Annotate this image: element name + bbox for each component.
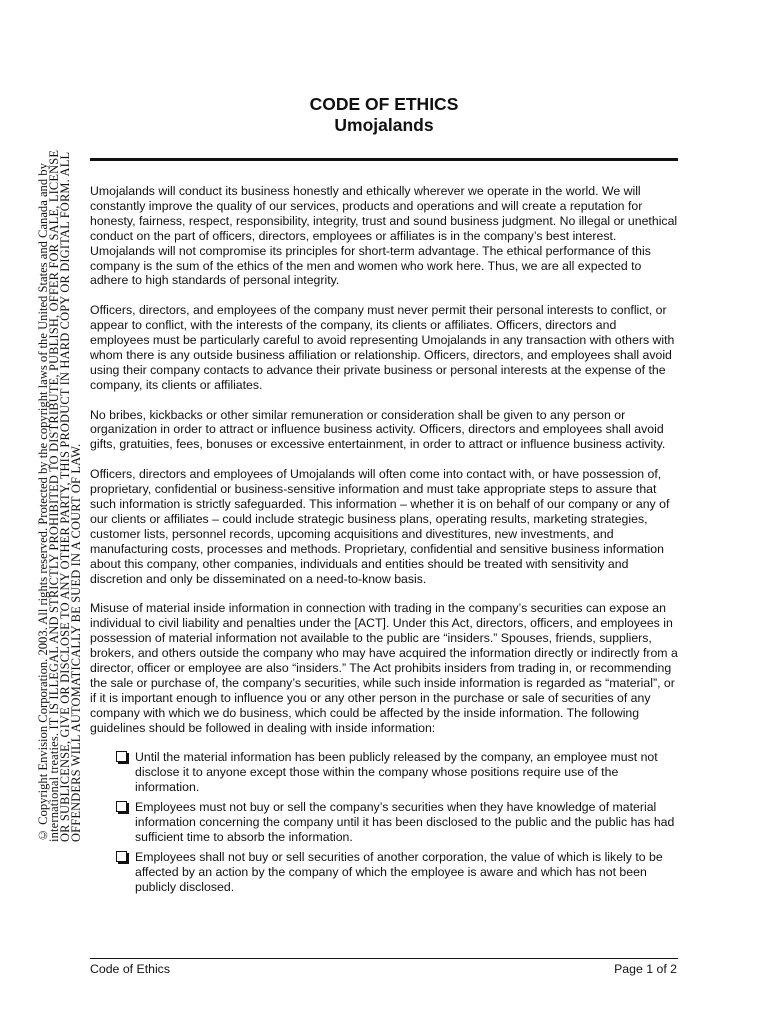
checkbox-bullet-icon <box>116 801 127 812</box>
page-number: Page 1 of 2 <box>614 962 677 976</box>
checkbox-bullet-icon <box>116 751 127 762</box>
guidelines-list <box>90 750 678 894</box>
paragraph: No bribes, kickbacks or other similar remuneration or consideration shall be given to any person or organization in order to attract or influence business activity. Officers, directors and employees shall avoid gifts, gratuities, fees, bonuses or excessive entertainment, in order to attract or influence business activity. <box>90 407 666 452</box>
footer-divider <box>90 958 678 959</box>
list-item-text: Employees must not buy or sell the company’s securities when they have knowledge of material information concerning the company until it has been disclosed to the public and the public has had sufficient time to absorb the information. <box>135 800 675 844</box>
paragraph: Misuse of material inside information in connection with trading in the company’s securities can expose an individual to civil liability and penalties under the [ACT]. Under this Act, directors, officers, and employees in possession of material information not available to the public are “insiders.” Spouses, friends, suppliers, brokers, and others outside the company who may have acquired the information directly or indirectly from a director, officer or employee are also “insiders.” The Act prohibits insiders from trading in, or recommending the sale or purchase of, the company’s securities, while such inside information is regarded as “material”, or if it is important enough to influence you or any other person in the purchase or sale of securities of any company with which we do business, which could be affected by the inside information. The following guidelines should be followed in dealing with inside information: <box>90 601 678 735</box>
list-item <box>116 750 678 795</box>
paragraph: Officers, directors, and employees of the company must never permit their personal interests to conflict, or appear to conflict, with the interests of the company, its clients or affiliates. Officers, directors and employees must be particularly careful to avoid representing Umojalands in any transaction with others with whom there is any outside business affiliation or relationship. Officers, directors, and employees shall avoid using their company contacts to advance their private business or personal interests at the expense of the company, its clients or affiliates. <box>90 303 675 392</box>
paragraph: Officers, directors and employees of Umojalands will often come into contact with, or have possession of, proprietary, confidential or business-sensitive information and must take appropriate steps to assure that such information is strictly safeguarded. This information – whether it is on behalf of our company or any of our clients or affiliates – could include strategic business plans, operating results, marketing strategies, customer lists, personnel records, upcoming acquisitions and divestitures, new investments, and manufacturing costs, processes and methods. Proprietary, confidential and sensitive business information about this company, other companies, individuals and entities should be treated with sensitivity and discretion and only be disseminated on a need-to-know basis. <box>90 467 670 586</box>
checkbox-bullet-icon <box>116 851 127 862</box>
footer-title: Code of Ethics <box>90 962 170 976</box>
document-subtitle: Umojalands <box>334 115 434 135</box>
document-body <box>90 184 678 900</box>
watermark-line: OFFENDERS WILL AUTOMATICALLY BE SUED IN A COURT OF LAW. <box>69 443 83 842</box>
paragraph: Umojalands will conduct its business honestly and ethically wherever we operate in the world. We will constantly improve the quality of our services, products and operations and will create a reputation for honesty, fairness, respect, responsibility, integrity, trust and sound business judgment. No illegal or unethical conduct on the part of officers, directors, employees or affiliates is in the company’s best interest. Umojalands will not compromise its principles for short-term advantage. The ethical performance of this company is the sum of the ethics of the men and women who work here. Thus, we are all expected to adhere to high standards of personal integrity. <box>90 184 678 288</box>
document-title: CODE OF ETHICS <box>309 94 459 114</box>
title-divider <box>90 158 678 161</box>
list-item-text: Until the material information has been publicly released by the company, an employee must not disclose it to anyone except those within the company whose positions require use of the information. <box>135 750 658 795</box>
list-item-text: Employees shall not buy or sell securities of another corporation, the value of which is likely to be affected by an action by the company of which the employee is aware and which has not been publicly disclosed. <box>135 849 663 894</box>
watermark-line: international treaties. IT IS ILLEGAL AND STRICTLY PROHIBITED TO DISTRIBUTE, PUBLISH, OFFER FOR SALE, LICENSE <box>47 149 61 842</box>
watermark-line: © Copyright Envision Corporation. 2003. All rights reserved. Protected by the copyright laws of the United States and Canada and by <box>36 163 50 842</box>
list-item <box>116 850 678 895</box>
watermark-line: OR SUBLICENSE, GIVE OR DISCLOSE TO ANY OTHER PARTY, THIS PRODUCT IN HARD COPY OR DIGITAL FORM. ALL <box>58 151 72 842</box>
list-item <box>116 800 678 845</box>
copyright-watermark <box>37 4 93 842</box>
title-block <box>90 94 678 136</box>
